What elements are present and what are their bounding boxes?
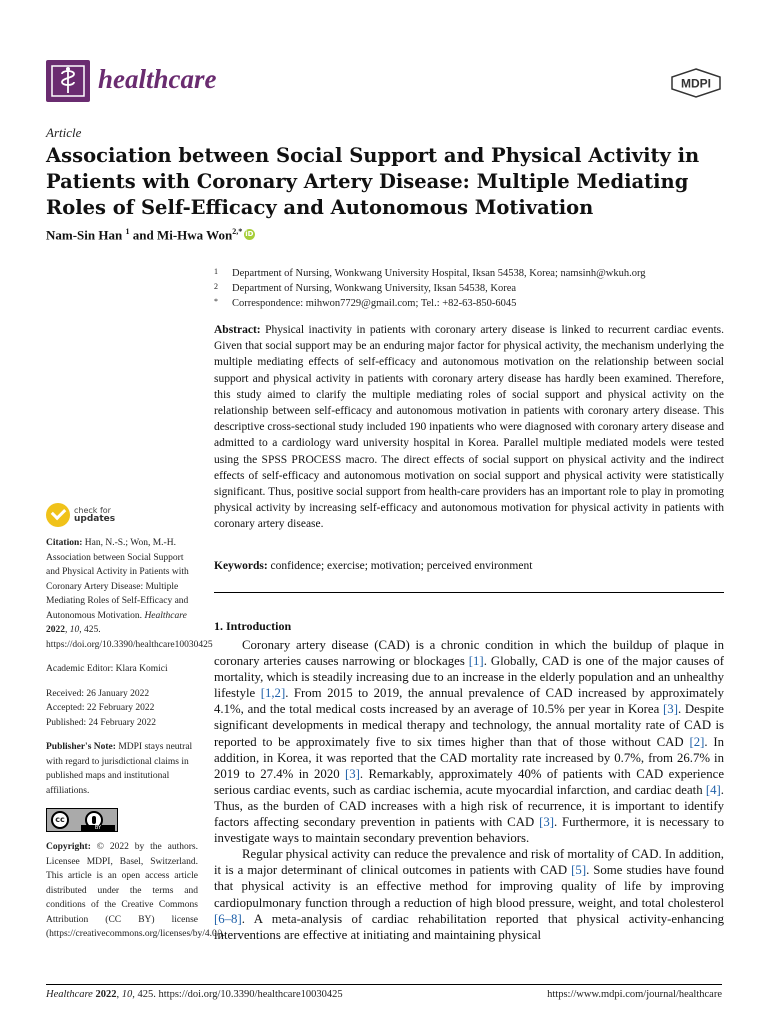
citation-link[interactable]: [1] [468, 654, 484, 669]
check-updates-icon [46, 503, 70, 527]
affiliations [214, 266, 724, 311]
citation-link[interactable]: [4] [705, 782, 721, 797]
paper-title: Association between Social Support and Physical Activity in Patients with Coronary Artery Disease: Multiple Mediating Roles of Self-Efficacy and Autonomous Motivation [46, 144, 700, 219]
publisher-note: Publisher's Note: MDPI stays neutral with regard to jurisdictional claims in published maps and institutional affiliations. [46, 742, 193, 796]
journal-name: healthcare [98, 64, 217, 94]
footer-journal-url[interactable]: https://www.mdpi.com/journal/healthcare [547, 989, 722, 1000]
citation-block: Citation: Han, N.-S.; Won, M.-H. Association between Social Support and Physical Activity in Patients with Coronary Artery Disease: Multiple Mediating Roles of Self-Efficacy and Autonomous Motivation. Healthcare 2022, 10, 425. https://doi.org/10.3390/healthcare10030425 [46, 538, 213, 650]
affiliation-2: 2 Department of Nursing, Wonkwang University, Iksan 54538, Korea [214, 282, 517, 294]
mdpi-logo-icon [670, 68, 722, 98]
date-accepted: Accepted: 22 February 2022 [46, 703, 155, 713]
keywords-text: confidence; exercise; motivation; perceived environment [270, 560, 533, 572]
citation-link[interactable]: [3] [539, 815, 554, 830]
author-list [46, 227, 255, 243]
author-and: and [132, 227, 154, 243]
copyright: Copyright: © 2022 by the authors. Licensee MDPI, Basel, Switzerland. This article is an open access article distributed under the terms and conditions of the Creative Commons Attribution (CC BY) license (https://creativecommons.org/licenses/by/4.0/). [46, 842, 225, 939]
check-for-updates-button[interactable] [46, 500, 198, 530]
footer-doi-link[interactable]: , 425. https://doi.org/10.3390/healthcare10030425 [132, 989, 343, 1000]
citation-link[interactable]: [2] [689, 734, 705, 749]
citation-link[interactable]: [6–8] [214, 911, 242, 926]
section-divider [214, 592, 724, 593]
date-published: Published: 24 February 2022 [46, 717, 157, 728]
check-line-2: updates [74, 514, 116, 524]
citation-link[interactable]: [1,2] [260, 686, 286, 701]
abstract-label: Abstract: [214, 324, 261, 336]
abstract [214, 322, 724, 533]
keywords [214, 558, 724, 574]
introduction-body [214, 637, 724, 943]
citation-doi[interactable]: , 425. https://doi.org/10.3390/healthcare10030425 [46, 625, 213, 650]
publisher-name: MDPI [681, 76, 711, 91]
academic-editor: Academic Editor: Klara Komici [46, 664, 168, 674]
orcid-icon[interactable] [244, 229, 255, 240]
section-heading: 1. Introduction [214, 619, 292, 633]
abstract-text: Physical inactivity in patients with coronary artery disease is linked to recurrent cardiac events. Given that social support may be an enduring major factor for physical activity, the mechanism underlying the multiple mediating effects of self-efficacy and autonomous motivation on the relationship between social support and physical activity in patients with coronary artery disease has hardly been examined. Therefore, this study aimed to clarify the multiple mediating roles of social support and physical activity on the relationship between self-efficacy and autonomous motivation in patients with coronary artery disease. This descriptive cross-sectional study included 190 inpatients who were diagnosed with coronary artery disease and admitted to a cardiology ward university hospital in Korea. Parallel multiple mediated models were tested using the SPSS PROCESS macro. The direct effects of social support on physical activity and the indirect effects of self-efficacy and autonomous motivation on social support and physical activity were statistically significant. Thus, positive social support from health-care providers has an important role to play in promoting physical activity by increasing self-efficacy and autonomous motivation for physical activity in patients with coronary artery disease. [214, 324, 725, 531]
check-line-1: check for [74, 506, 111, 515]
footer-citation: Healthcare 2022, 10, 425. https://doi.org/10.3390/healthcare10030425 [46, 989, 343, 1000]
author-2[interactable]: Mi-Hwa Won [156, 227, 233, 243]
journal-header [46, 60, 722, 104]
date-received: Received: 26 January 2022 [46, 688, 150, 699]
article-type: Article [46, 125, 82, 140]
author-2-affil: 2,* [232, 227, 243, 236]
dates [46, 687, 198, 731]
citation-link[interactable]: [3] [663, 702, 678, 717]
correspondence: * Correspondence: mihwon7729@gmail.com; Tel.: +82-63-850-6045 [214, 297, 517, 309]
keywords-label: Keywords: [214, 560, 268, 572]
cc-by-license-icon[interactable]: cc BY [46, 808, 118, 832]
paragraph-1: Coronary artery disease (CAD) is a chronic condition in which the buildup of plaque in coronary arteries causes narrowing or blockages [1]. Globally, CAD is one of the major causes of mortality, which is steadily increasing due to an increase in the elderly population and an unhealthy lifestyle [1,2]. From 2015 to 2019, the annual prevalence of CAD increased by approximately 4.1%, and the total medical costs increased by an average of 10.5% per year in Korea [3]. Despite significant developments in medical therapy and technology, the annual mortality rate of CAD is reported to be approximately five to six times higher than that of those without CAD [2]. In addition, in Korea, it was reported that the CAD mortality rate increased by 0.7%, from 26.7% in 2019 to 27.4% in 2020 [3]. Remarkably, approximately 40% of patients with CAD experience serious cardiac events, such as cardiac ischemia, acute myocardial infarction, and cardiac death [4]. Thus, as the burden of CAD increases with a high risk of recurrence, it is important to identify factors affecting secondary prevention in patients with CAD [3]. Furthermore, it is necessary to investigate ways to maintain secondary prevention behaviors. [214, 638, 725, 846]
article-sidebar [46, 500, 225, 942]
citation-link[interactable]: [3] [345, 766, 360, 781]
author-1-affil: 1 [125, 227, 130, 236]
author-1[interactable]: Nam-Sin Han [46, 227, 123, 243]
affiliation-1: 1 Department of Nursing, Wonkwang University Hospital, Iksan 54538, Korea; namsinh@wkuh.org [214, 267, 646, 279]
footer-divider [46, 984, 722, 985]
journal-logo-icon [46, 60, 90, 102]
citation-link[interactable]: [5] [571, 863, 587, 878]
paragraph-2: Regular physical activity can reduce the prevalence and risk of mortality of CAD. In addition, it is a major determinant of clinical outcomes in patients with CAD [5]. Some studies have found that physical activity is an effective method for improving quality of life by improving cardiopulmonary function through a reduction of high blood pressure, weight, and total cholesterol [6–8]. A meta-analysis of cardiac rehabilitation reported that physical activity-enhancing interventions are effective at initiating and maintaining physical [214, 847, 724, 942]
